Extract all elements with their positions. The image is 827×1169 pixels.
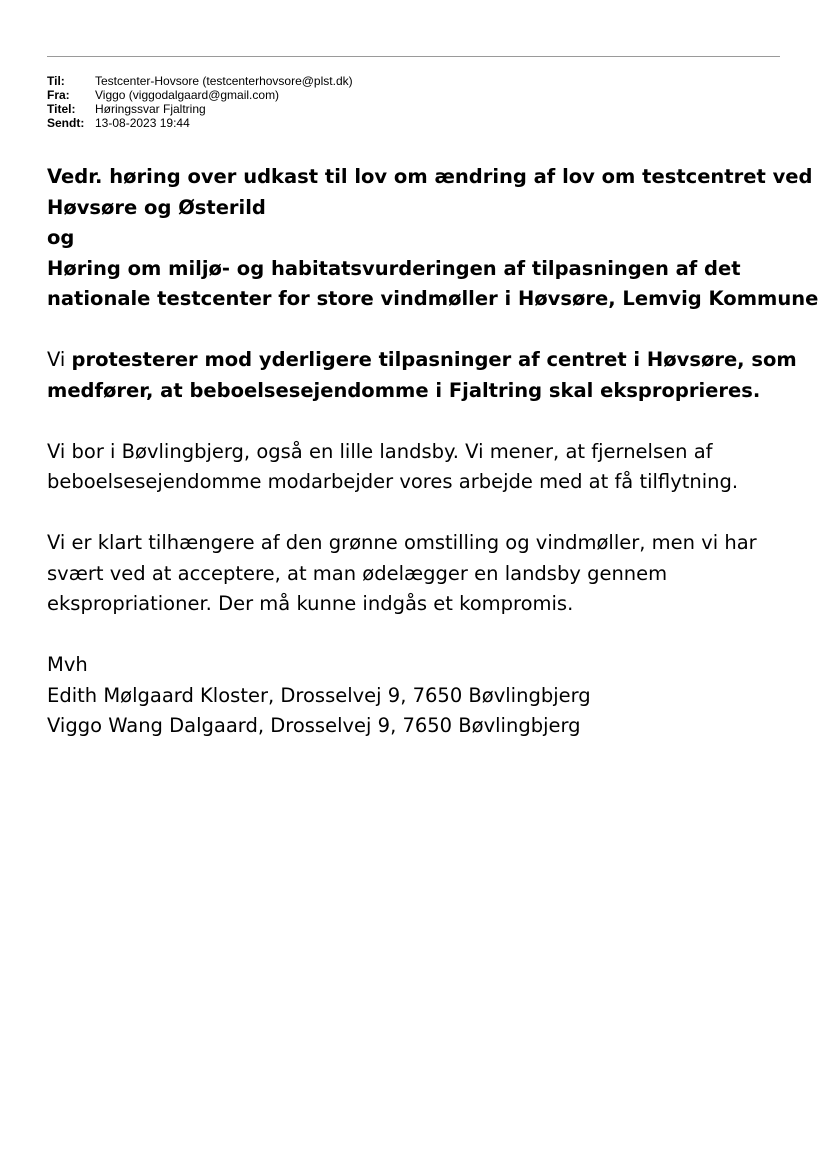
paragraph-spacer (47, 620, 807, 651)
closing-block (47, 650, 807, 742)
heading-line: nationale testcenter for store vindmøller i Høvsøre, Lemvig Kommune (47, 287, 819, 310)
to-label: Til: (47, 74, 65, 88)
subject-value: Høringssvar Fjaltring (95, 102, 206, 116)
paragraph-spacer (47, 498, 807, 529)
paragraph-line: Vi bor i Bøvlingbjerg, også en lille landsby. Vi mener, at fjernelsen af (47, 439, 713, 463)
sent-label: Sendt: (47, 116, 85, 130)
protest-prefix: Vi (47, 348, 72, 371)
signature-line: Viggo Wang Dalgaard, Drosselvej 9, 7650 Bøvlingbjerg (47, 714, 581, 737)
heading-line: Høring om miljø- og habitatsvurderingen af tilpasningen af det (47, 256, 741, 280)
header-divider (47, 56, 780, 57)
protest-line (47, 345, 807, 376)
from-label: Fra: (47, 88, 70, 102)
paragraph-2 (47, 528, 807, 620)
paragraph-line: svært ved at acceptere, at man ødelægger en landsby gennem (47, 561, 668, 585)
from-value: Viggo (viggodalgaard@gmail.com) (95, 88, 280, 102)
paragraph-spacer (47, 315, 807, 346)
paragraph-line: ekspropriationer. Der må kunne indgås et kompromis. (47, 592, 574, 615)
signature-line: Edith Mølgaard Kloster, Drosselvej 9, 7650 Bøvlingbjerg (47, 683, 591, 707)
email-header (47, 74, 353, 130)
from-row (47, 88, 353, 102)
sent-value: 13-08-2023 19:44 (95, 116, 190, 130)
to-value: Testcenter-Hovsore (testcenterhovsore@plst.dk) (95, 74, 353, 88)
heading-line: og (47, 226, 75, 249)
subject-row (47, 102, 353, 116)
paragraph-1 (47, 437, 807, 498)
protest-paragraph (47, 345, 807, 406)
letter-heading (47, 162, 819, 315)
heading-line: Vedr. høring over udkast til lov om ændring af lov om testcentret ved (47, 165, 813, 188)
protest-line: medfører, at beboelsesejendomme i Fjaltring skal eksproprieres. (47, 378, 761, 402)
paragraph-line: Vi er klart tilhængere af den grønne omstilling og vindmøller, men vi har (47, 531, 757, 554)
subject-label: Titel: (47, 102, 76, 116)
closing-greeting: Mvh (47, 653, 88, 676)
heading-line: Høvsøre og Østerild (47, 195, 266, 219)
paragraph-spacer (47, 406, 807, 437)
letter-body (47, 162, 819, 742)
paragraph-line: beboelsesejendomme modarbejder vores arbejde med at få tilflytning. (47, 470, 739, 493)
sent-row (47, 116, 353, 130)
to-row (47, 74, 353, 88)
protest-bold-text: protesterer mod yderligere tilpasninger af centret i Høvsøre, som (71, 348, 797, 371)
